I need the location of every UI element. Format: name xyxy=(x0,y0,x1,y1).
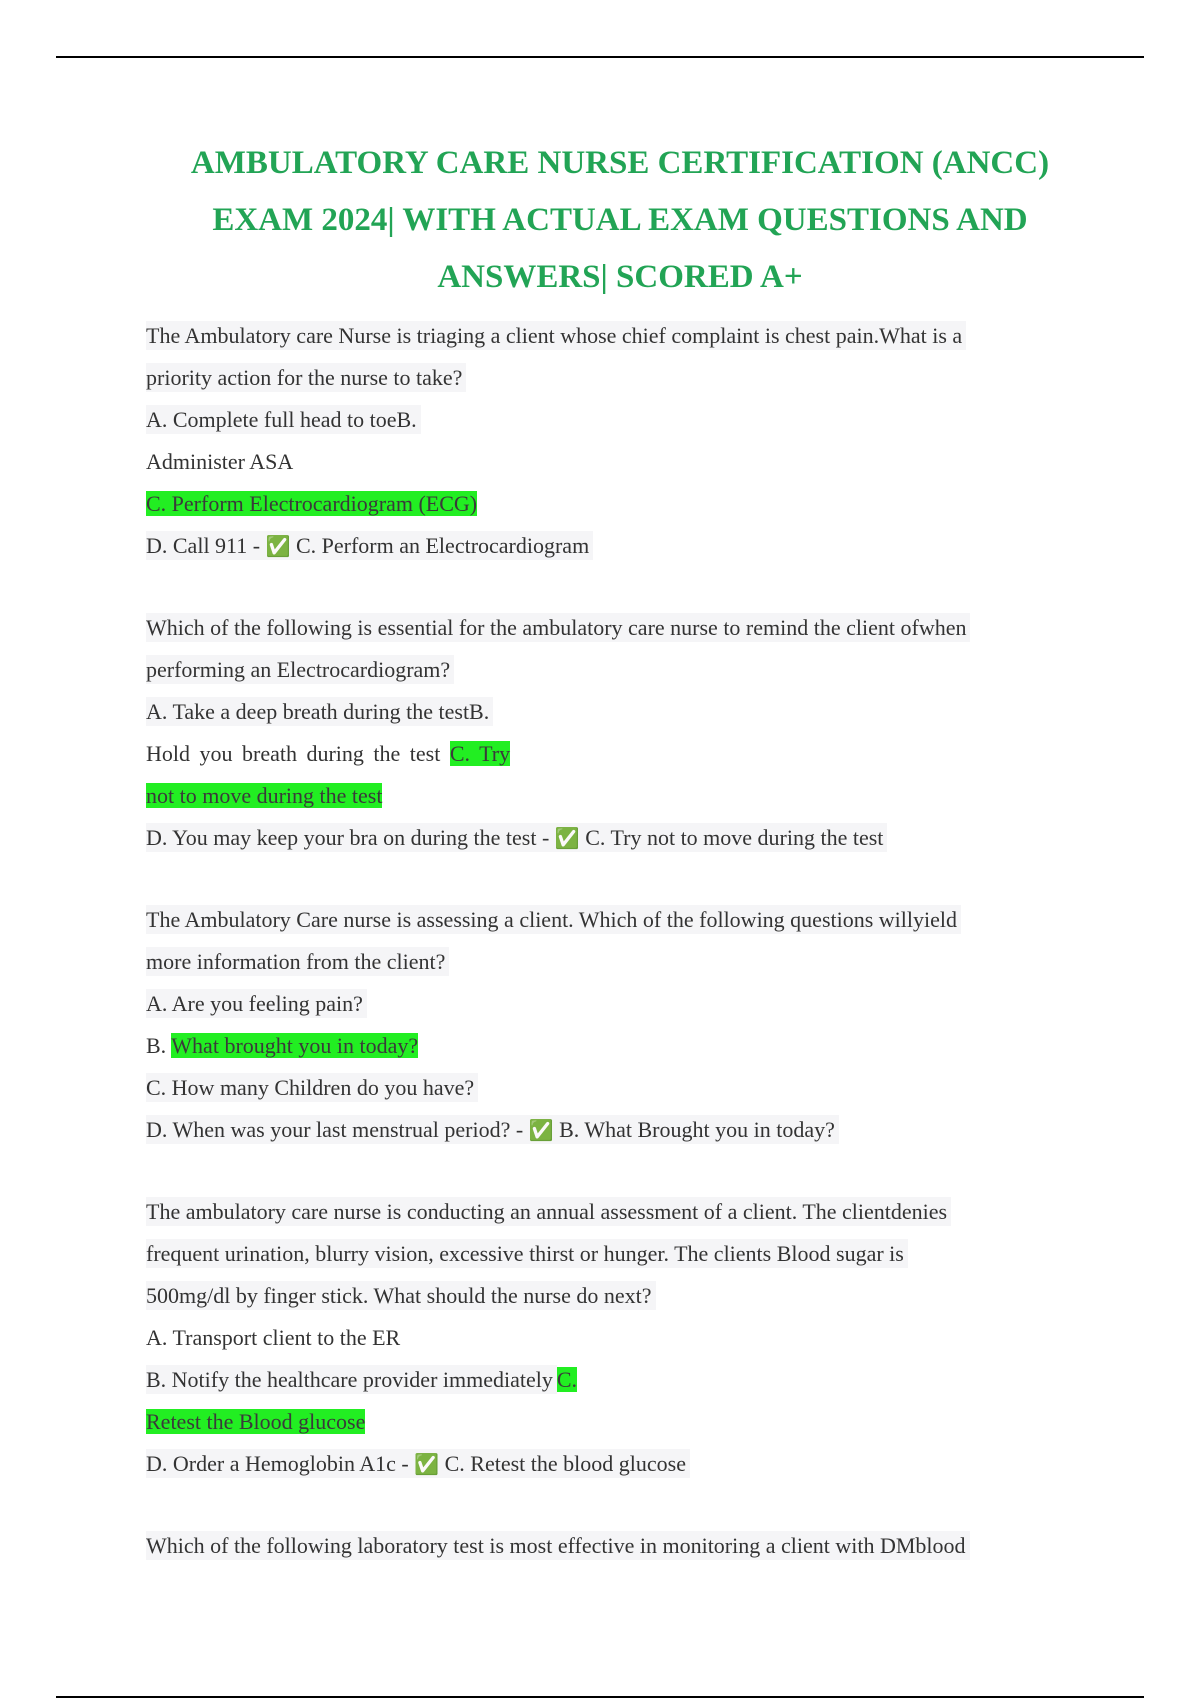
option-c: C. How many Children do you have? xyxy=(146,1073,478,1102)
footer-rule xyxy=(56,1696,1144,1698)
question-stem: The ambulatory care nurse is conducting an annual assessment of a client. The clientdenies xyxy=(146,1197,951,1226)
option-b: Hold you breath during the test xyxy=(146,741,441,766)
highlighted-answer: not to move during the test xyxy=(146,783,383,808)
answer-key: C. Retest the blood glucose xyxy=(444,1451,686,1476)
question-stem: frequent urination, blurry vision, excessive thirst or hunger. The clients Blood sugar is xyxy=(146,1239,908,1268)
check-icon: ✅ xyxy=(414,1452,440,1476)
answer-key: C. Try not to move during the test xyxy=(585,825,884,850)
title-line-2: EXAM 2024| WITH ACTUAL EXAM QUESTIONS AND xyxy=(212,202,1028,238)
highlighted-answer: C. Try xyxy=(449,741,511,766)
option-a: A. Complete full head to toeB. xyxy=(146,405,421,434)
title-line-1: AMBULATORY CARE NURSE CERTIFICATION (ANCC) xyxy=(190,145,1050,181)
question-4 xyxy=(146,1191,1066,1485)
option-d-with-answer xyxy=(146,1115,839,1144)
header-rule xyxy=(56,56,1144,58)
check-icon: ✅ xyxy=(554,826,580,850)
question-stem: Which of the following laboratory test is most effective in monitoring a client with DMblood xyxy=(146,1531,970,1560)
question-3 xyxy=(146,899,1066,1151)
question-stem: The Ambulatory Care nurse is assessing a client. Which of the following questions willyield xyxy=(146,905,961,934)
question-stem: The Ambulatory care Nurse is triaging a client whose chief complaint is chest pain.What is a xyxy=(146,321,966,350)
highlighted-answer: C. xyxy=(556,1367,578,1392)
question-stem: 500mg/dl by finger stick. What should the nurse do next? xyxy=(146,1281,656,1310)
question-stem: more information from the client? xyxy=(146,947,449,976)
option-d-with-answer xyxy=(146,823,887,852)
option-d-with-answer xyxy=(146,531,593,560)
option-b: Administer ASA xyxy=(146,449,294,474)
document-title xyxy=(0,135,1200,306)
question-stem: Which of the following is essential for the ambulatory care nurse to remind the client ofwhen xyxy=(146,613,970,642)
highlighted-answer: What brought you in today? xyxy=(171,1033,419,1058)
question-5 xyxy=(146,1525,1066,1567)
answer-key: C. Perform an Electrocardiogram xyxy=(295,533,590,558)
option-d: D. When was your last menstrual period? - xyxy=(146,1117,524,1142)
document-body xyxy=(146,315,1066,1567)
question-stem: priority action for the nurse to take? xyxy=(146,363,466,392)
option-b-label: B. xyxy=(146,1033,167,1058)
question-stem: performing an Electrocardiogram? xyxy=(146,655,454,684)
option-d-with-answer xyxy=(146,1449,690,1478)
option-a: A. Take a deep breath during the testB. xyxy=(146,697,493,726)
option-d: D. You may keep your bra on during the test - xyxy=(146,825,550,850)
option-d: D. Order a Hemoglobin A1c - xyxy=(146,1451,409,1476)
question-2 xyxy=(146,607,1066,859)
answer-key: B. What Brought you in today? xyxy=(559,1117,835,1142)
highlighted-answer: C. Perform Electrocardiogram (ECG) xyxy=(146,491,478,516)
highlighted-answer: Retest the Blood glucose xyxy=(146,1409,366,1434)
check-icon: ✅ xyxy=(528,1118,554,1142)
title-line-3: ANSWERS| SCORED A+ xyxy=(437,259,803,295)
option-b: B. Notify the healthcare provider immediately xyxy=(146,1365,557,1394)
option-a: A. Transport client to the ER xyxy=(146,1325,401,1350)
question-1 xyxy=(146,315,1066,567)
option-d: D. Call 911 - xyxy=(146,533,261,558)
option-a: A. Are you feeling pain? xyxy=(146,989,367,1018)
check-icon: ✅ xyxy=(265,534,291,558)
